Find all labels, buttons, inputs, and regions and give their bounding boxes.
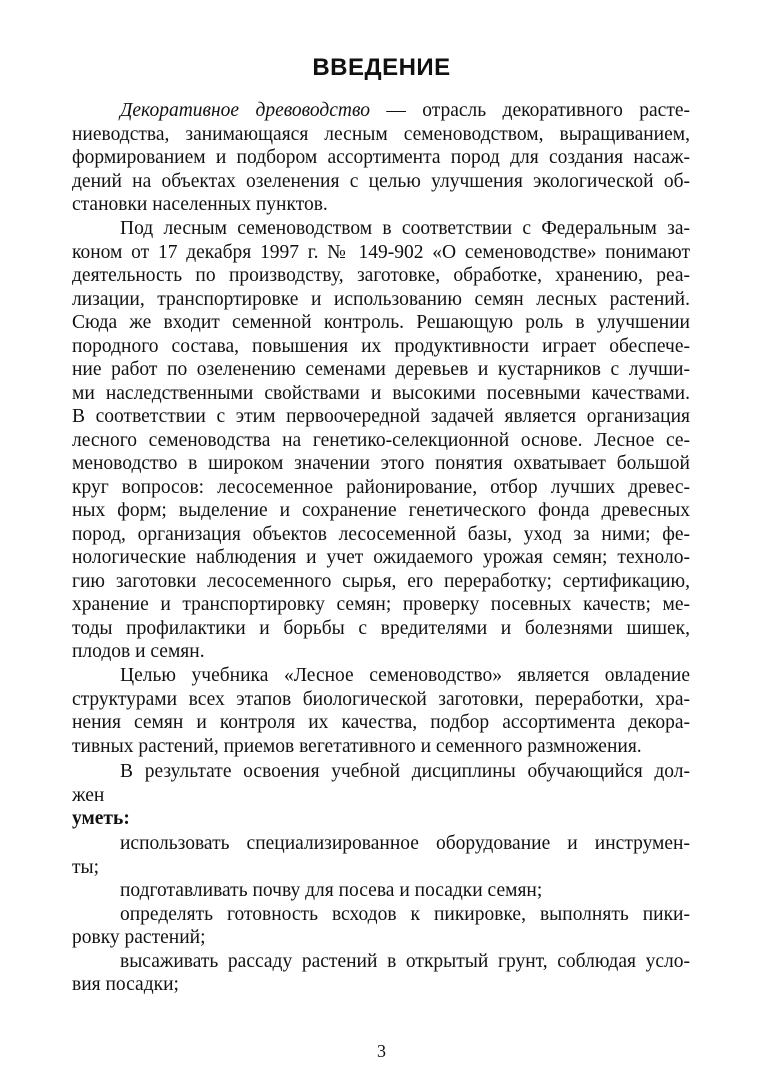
text-line: коном от 17 декабря 1997 г. № 149-902 «О семеноводстве» понимают xyxy=(72,241,690,263)
list-item: подготавливать почву для посева и посадки семян; xyxy=(120,880,543,901)
text-line: меноводство в широком значении этого понятия охватывает большой xyxy=(72,453,690,474)
paragraph-result xyxy=(72,760,690,831)
text-line: становки населенных пунктов. xyxy=(72,194,328,215)
text-line: Под лесным семеноводством в соответствии с Федеральным за- xyxy=(120,218,690,239)
text-line: нологические наблюдения и учет ожидаемого урожая семян; техноло- xyxy=(72,547,690,568)
list-item-continuation: вия посадки; xyxy=(72,974,179,995)
text-line: формированием и подбором ассортимента пород для создания насаж- xyxy=(72,147,690,168)
text-line: ние работ по озеленению семенами деревьев и кустарников с лучши- xyxy=(72,359,690,380)
text-line: ных форм; выделение и сохранение генетического фонда древесных xyxy=(72,500,690,521)
term-italic: Декоративное древоводство xyxy=(120,100,370,121)
list-item: использовать специализированное оборудование и инструмен- xyxy=(120,833,690,854)
text-line: ниеводства, занимающаяся лесным семеноводством, выращиванием, xyxy=(72,123,690,145)
text-line: структурами всех этапов биологической заготовки, переработки, хра- xyxy=(72,688,690,710)
text-line: В соответствии с этим первоочередной задачей является организация xyxy=(72,406,690,427)
text-line: хранение и транспортировку семян; проверку посевных качеств; ме- xyxy=(72,594,690,615)
text-line: ми наследственными свойствами и высокими посевными качествами. xyxy=(72,382,690,404)
text-line: лесного семеноводства на генетико-селекционной основе. Лесное се- xyxy=(72,429,690,451)
paragraph-goal xyxy=(72,664,690,758)
list-item-continuation: ровку растений; xyxy=(72,927,206,948)
paragraph-intro xyxy=(72,99,690,217)
text-line: деятельность по производству, заготовке, обработке, хранению, реа- xyxy=(72,265,690,286)
text-line: тоды профилактики и борьбы с вредителями и болезнями шишек, xyxy=(72,617,690,639)
page-title: ВВЕДЕНИЕ xyxy=(312,54,451,81)
list-item: высаживать рассаду растений в открытый грунт, соблюдая усло- xyxy=(120,950,690,972)
skills-list xyxy=(72,832,690,997)
text-line: жен xyxy=(72,784,105,806)
text-line: лизации, транспортировке и использованию семян лесных растений. xyxy=(72,288,690,310)
text-span: — отрасль декоративного расте- xyxy=(369,100,690,121)
text-line: нения семян и контроля их качества, подбор ассортимента декора- xyxy=(72,712,690,733)
text-line: дений на объектах озеленения с целью улучшения экологической об- xyxy=(72,170,690,192)
text-line: пород, организация объектов лесосеменной базы, уход за ними; фе- xyxy=(72,523,690,545)
text-line xyxy=(72,99,690,123)
paragraph-seed-law xyxy=(72,217,690,664)
text-line: В результате освоения учебной дисциплины обучающийся дол- xyxy=(120,761,690,782)
text-line: гию заготовки лесосеменного сырья, его переработку; сертификацию, xyxy=(72,570,690,592)
text-line: плодов и семян. xyxy=(72,641,205,662)
skills-label: уметь: xyxy=(72,808,130,829)
text-line: круг вопросов: лесосеменное районирование, отбор лучших древес- xyxy=(72,476,690,498)
text-line: Целью учебника «Лесное семеноводство» является овладение xyxy=(120,665,690,686)
text-line: породного состава, повышения их продуктивности играет обеспече- xyxy=(72,335,690,357)
list-item: определять готовность всходов к пикировке, выполнять пики- xyxy=(120,903,690,925)
list-item-continuation: ты; xyxy=(72,856,100,878)
text-line: тивных растений, приемов вегетативного и семенного размножения. xyxy=(72,735,642,757)
page-number: 3 xyxy=(377,1041,386,1061)
text-line: Сюда же входит семенной контроль. Решающую роль в улучшении xyxy=(72,312,690,333)
